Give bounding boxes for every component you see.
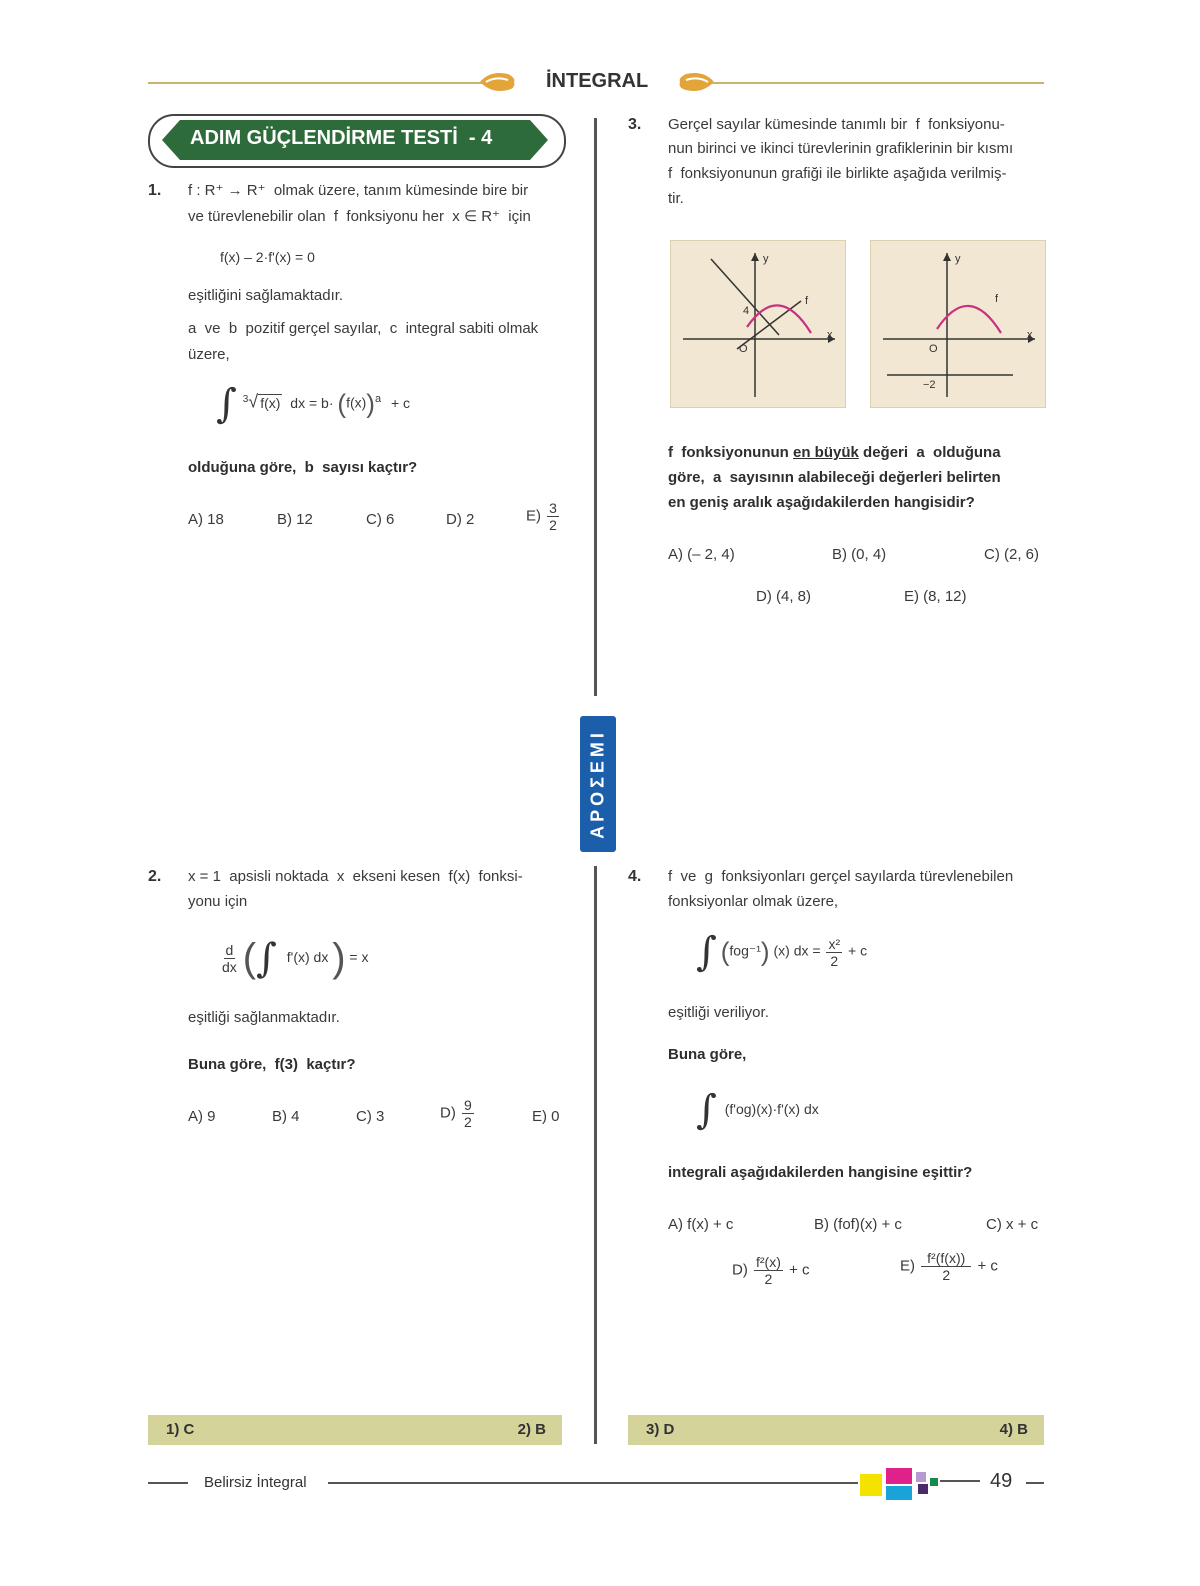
page-number: 49 <box>990 1470 1013 1492</box>
q3-g2-y-label: y <box>955 253 961 265</box>
q2-option-e[interactable]: E) 0 <box>532 1108 560 1125</box>
q3-line3: f fonksiyonunun grafiği ile birlikte aşağıda verilmiş- <box>668 165 1007 182</box>
q4-given: Buna göre, <box>668 1046 747 1063</box>
q4-option-c[interactable]: C) x + c <box>986 1216 1039 1233</box>
answer-3: 3) D <box>646 1421 675 1438</box>
header-title: İNTEGRAL <box>546 70 649 92</box>
q1-option-c[interactable]: C) 6 <box>366 511 395 528</box>
q2-line2: yonu için <box>188 893 248 910</box>
q2-option-c[interactable]: C) 3 <box>356 1108 385 1125</box>
footer-rule-left <box>148 1482 188 1484</box>
q1-line4: a ve b pozitif gerçel sayılar, c integral sabiti olmak <box>188 320 539 337</box>
q3-option-c[interactable]: C) (2, 6) <box>984 546 1040 563</box>
q4-given-equation: ∫ (fog⁻¹) (x) dx = $\frac{\text{x²}}{2}$ + c <box>696 929 868 975</box>
q3-g2-intercept: −2 <box>923 379 936 391</box>
q1-equation: f(x) – 2·f'(x) = 0 <box>220 249 315 265</box>
q2-question: Buna göre, f(3) kaçtır? <box>188 1056 356 1073</box>
footer-rule-right <box>1026 1482 1044 1484</box>
q3-option-e[interactable]: E) (8, 12) <box>904 588 967 605</box>
q3-graph-1 <box>670 240 846 408</box>
q4-question: integrali aşağıdakilerden hangisine eşittir? <box>668 1164 973 1181</box>
q1-line1: f : R⁺ → R⁺ olmak üzere, tanım kümesinde bire bir <box>188 182 529 199</box>
q1-option-d[interactable]: D) 2 <box>446 511 475 528</box>
q1-integral-equation: ∫ $^3$√ f(x) dx = $b\cdot (f(x))^a + c$ <box>216 381 411 427</box>
q3-g1-x-label: x <box>827 329 833 341</box>
q3-line2: nun birinci ve ikinci türevlerinin grafiklerinin bir kısmı <box>668 140 1014 157</box>
q2-option-a[interactable]: A) 9 <box>188 1108 216 1125</box>
q1-line5: üzere, <box>188 346 230 363</box>
q1-option-b[interactable]: B) 12 <box>277 511 313 528</box>
q4-option-e[interactable]: E) $\frac{\text{f²(f(x))}}{2}$ + c <box>900 1250 998 1283</box>
column-divider-bottom <box>594 866 597 1444</box>
integral-sign-icon: ∫ <box>216 381 237 427</box>
q1-number: 1. <box>148 182 162 199</box>
header-rule-right <box>712 82 1044 84</box>
q4-target-integral: ∫ (f'og)(x)·f'(x) dx <box>696 1087 819 1133</box>
q3-g2-curve-label: f <box>995 293 999 305</box>
q4-line2: fonksiyonlar olmak üzere, <box>668 893 839 910</box>
q4-option-a[interactable]: A) f(x) + c <box>668 1216 734 1233</box>
ornament-right-icon <box>676 68 716 96</box>
q3-g2-x-label: x <box>1027 329 1033 341</box>
q3-option-a[interactable]: A) (– 2, 4) <box>668 546 735 563</box>
q3-g1-origin: O <box>739 343 748 355</box>
brand-logo: APOΣEMI <box>580 716 616 852</box>
q1-question: olduğuna göre, b sayısı kaçtır? <box>188 459 418 476</box>
footer-rule-mid <box>328 1482 858 1484</box>
color-blocks-icon <box>860 1466 980 1502</box>
q1-option-e[interactable]: E) $\frac{3}{2}$ <box>526 500 557 533</box>
q4-number: 4. <box>628 868 642 885</box>
column-divider-top <box>594 118 597 696</box>
q4-line3: eşitliği veriliyor. <box>668 1004 769 1021</box>
answer-2: 2) B <box>517 1421 546 1438</box>
q3-g1-curve-label: f <box>805 295 809 307</box>
answer-4: 4) B <box>999 1421 1028 1438</box>
q1-line2: ve türevlenebilir olan f fonksiyonu her x ∈ R⁺ için <box>188 208 531 225</box>
q4-option-b[interactable]: B) (fof)(x) + c <box>814 1216 902 1233</box>
q2-number: 2. <box>148 868 162 885</box>
q2-option-d[interactable]: D) $\frac{9}{2}$ <box>440 1097 472 1130</box>
q4-option-d[interactable]: D) $\frac{\text{f²(x)}}{2}$ + c <box>732 1254 810 1287</box>
q3-question-line3: en geniş aralık aşağıdakilerden hangisidir? <box>668 494 975 511</box>
q2-line3: eşitliği sağlanmaktadır. <box>188 1009 340 1026</box>
q2-option-b[interactable]: B) 4 <box>272 1108 300 1125</box>
q3-g2-origin: O <box>929 343 938 355</box>
q3-g1-y-label: y <box>763 253 769 265</box>
q3-g1-intercept: 4 <box>743 305 750 317</box>
footer-section: Belirsiz İntegral <box>204 1474 307 1491</box>
q2-line1: x = 1 apsisli noktada x ekseni kesen f(x) fonksi- <box>188 868 523 885</box>
q3-line1: Gerçel sayılar kümesinde tanımlı bir f fonksiyonu- <box>668 116 1005 133</box>
q3-option-d[interactable]: D) (4, 8) <box>756 588 812 605</box>
header-rule-left <box>148 82 484 84</box>
answer-1: 1) C <box>166 1421 195 1438</box>
integral-sign-icon: ∫ <box>256 935 277 982</box>
q4-line1: f ve g fonksiyonları gerçel sayılarda türevlenebilen <box>668 868 1014 885</box>
q2-equation: $\frac{d}{dx}$ (∫ f'(x) dx ) = x <box>222 935 369 982</box>
answer-bar-left <box>148 1415 562 1445</box>
q3-question-line1: f fonksiyonunun en büyük değeri a olduğuna <box>668 444 1001 461</box>
q1-line3: eşitliğini sağlamaktadır. <box>188 287 344 304</box>
integral-sign-icon: ∫ <box>696 929 717 975</box>
ornament-left-icon <box>478 68 518 96</box>
q1-option-a[interactable]: A) 18 <box>188 511 224 528</box>
q3-line4: tir. <box>668 190 684 207</box>
q3-option-b[interactable]: B) (0, 4) <box>832 546 887 563</box>
q3-number: 3. <box>628 116 642 133</box>
test-title: ADIM GÜÇLENDİRME TESTİ - 4 <box>190 127 493 149</box>
q3-question-line2: göre, a sayısının alabileceği değerleri belirten <box>668 469 1001 486</box>
integral-sign-icon: ∫ <box>696 1087 717 1133</box>
answer-bar-right <box>628 1415 1044 1445</box>
q3-graph-2 <box>870 240 1046 408</box>
